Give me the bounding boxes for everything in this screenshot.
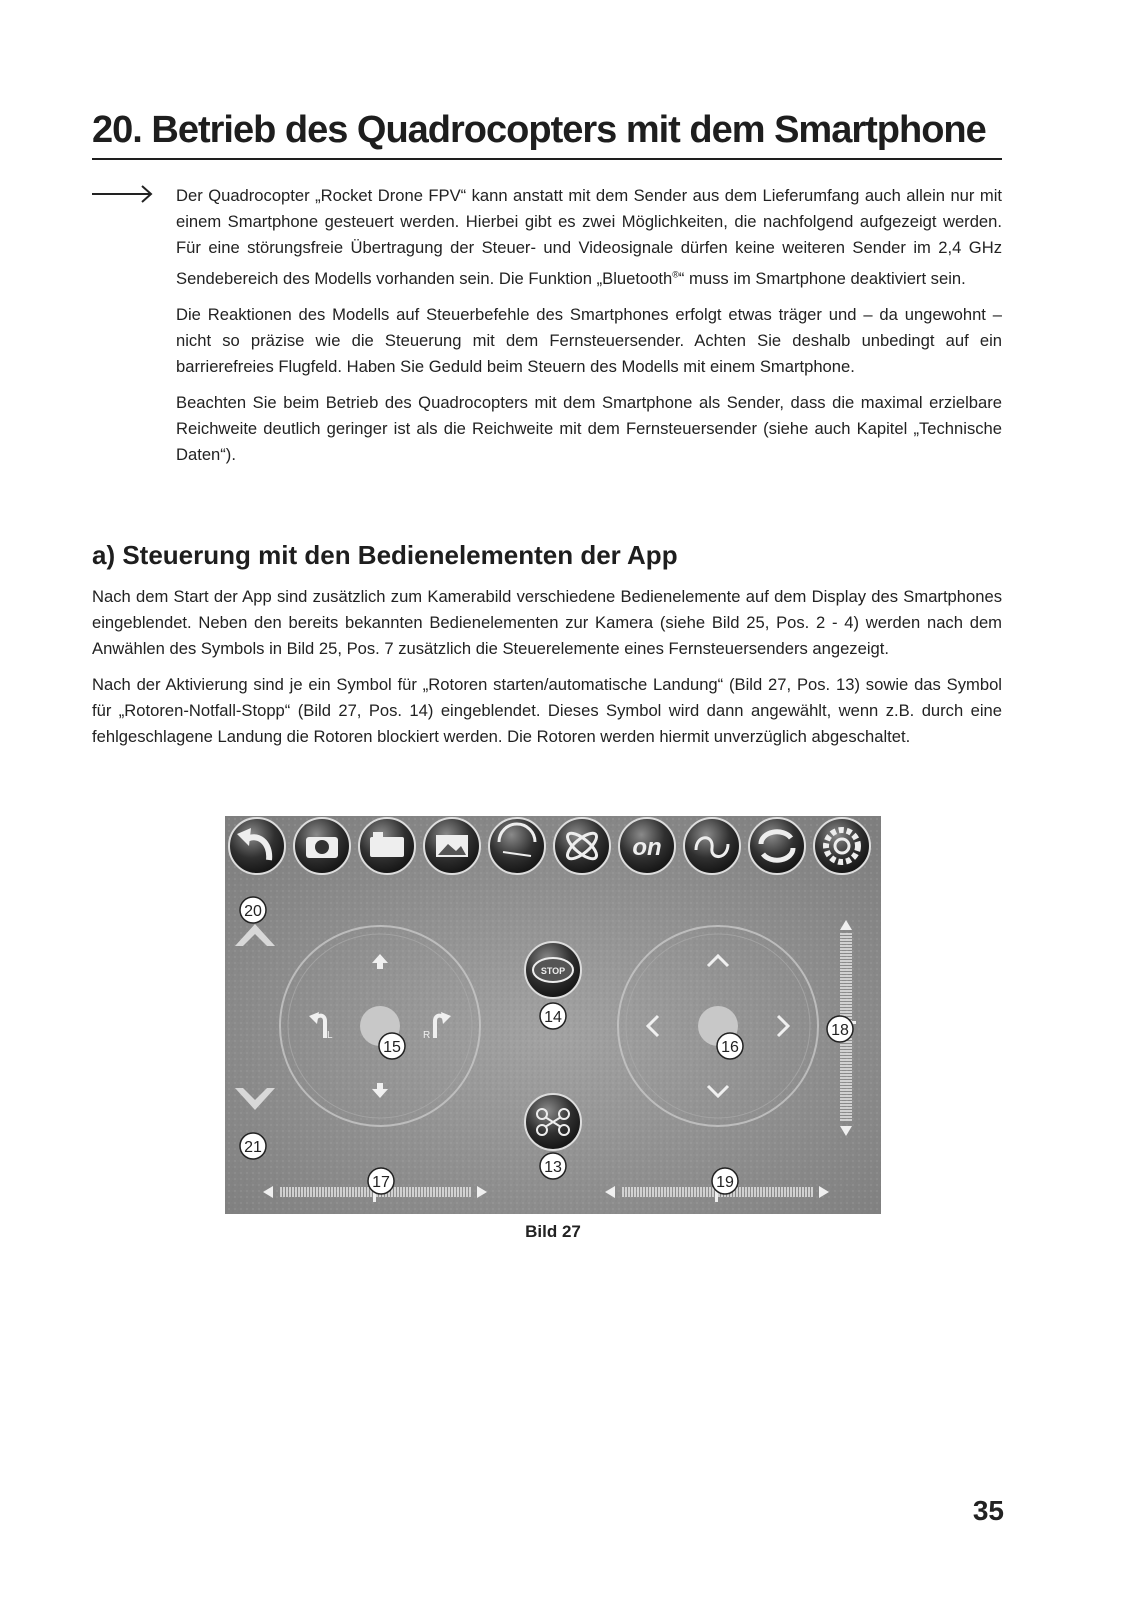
section-paragraph-2: Nach der Aktivierung sind je ein Symbol für „Rotoren starten/automatische Landung“ (Bild 27, Pos. 13) sowie das Symbol für „Rotoren-Notfall-Stopp“ (Bild 27, Pos. 14) eingeblendet. Dieses Symbol wird dann angewählt, wenn z.B. durch eine fehlgeschlagene Landung die Rotoren blockiert werden. Die Rotoren werden hiermit unverzüglich abgeschaltet. xyxy=(92,675,1002,746)
arrow-right-icon xyxy=(92,183,156,205)
callout-17-label: 17 xyxy=(372,1174,390,1191)
callout-17 xyxy=(368,1168,394,1194)
section-body xyxy=(92,584,1002,760)
camera-icon[interactable] xyxy=(294,818,350,874)
callout-19 xyxy=(712,1168,738,1194)
callout-20 xyxy=(240,897,266,923)
on-label: on xyxy=(632,834,662,861)
note-paragraph-3: Beachten Sie beim Betrieb des Quadrocopters mit dem Smartphone als Sender, dass die maximal erzielbare Reichweite deutlich geringer ist als die Reichweite mit dem Fernsteuersender (siehe auch Kapitel „Technische Daten“). xyxy=(176,392,1002,464)
back-icon[interactable] xyxy=(229,818,285,874)
callout-21 xyxy=(240,1133,266,1159)
section-paragraph-1: Nach dem Start der App sind zusätzlich zum Kamerabild verschiedene Bedienelemente auf dem Display des Smartphones eingeblendet. Neben den bereits bekannten Bedienelementen zur Kamera (siehe Bild 25, Pos. 2 - 4) werden nach dem Anwählen des Symbols in Bild 25, Pos. 7 zusätzlich die Steuerelemente eines Fernsteuersenders angezeigt. xyxy=(92,587,1002,658)
callout-20-label: 20 xyxy=(244,903,262,920)
note-paragraph-2: Die Reaktionen des Modells auf Steuerbefehle des Smartphones erfolgt etwas träger und – da ungewohnt – nicht so präzise wie die Steuerung mit dem Fernsteuersender. Achten Sie deshalb unbedingt auf ein barrierefreies Flugfeld. Haben Sie Geduld beim Steuern des Modells mit einem Smartphone. xyxy=(176,304,1002,376)
app-screenshot xyxy=(225,816,881,1214)
page-number: 35 xyxy=(972,1495,1004,1526)
headless-icon[interactable] xyxy=(684,818,740,874)
rotor-start-button[interactable] xyxy=(525,1094,581,1150)
rotate-icon[interactable] xyxy=(749,818,805,874)
video-icon[interactable] xyxy=(359,818,415,874)
gallery-icon[interactable] xyxy=(424,818,480,874)
callout-14-label: 14 xyxy=(544,1009,562,1026)
gyro-icon[interactable] xyxy=(554,818,610,874)
callout-13-label: 13 xyxy=(544,1159,562,1176)
callout-18 xyxy=(827,1016,853,1042)
page-title: 20. Betrieb des Quadrocopters mit dem Smartphone xyxy=(92,108,1002,160)
callout-14 xyxy=(540,1003,566,1029)
settings-icon[interactable] xyxy=(814,818,870,874)
callout-21-label: 21 xyxy=(244,1139,262,1156)
on-icon[interactable] xyxy=(619,818,675,874)
compass-icon[interactable] xyxy=(489,818,545,874)
note-block xyxy=(176,183,1002,478)
figure-caption: Bild 27 xyxy=(525,1222,581,1241)
callout-15-label: 15 xyxy=(383,1039,401,1056)
callout-16-label: 16 xyxy=(721,1039,739,1056)
app-screenshot-drawing xyxy=(225,816,881,1214)
stop-button[interactable] xyxy=(525,942,581,998)
section-title: a) Steuerung mit den Bedienelementen der App xyxy=(92,540,678,570)
yaw-right-label: R xyxy=(423,1030,431,1041)
yaw-left-label: L xyxy=(327,1030,333,1041)
callout-18-label: 18 xyxy=(831,1022,849,1039)
stop-label: STOP xyxy=(540,966,566,976)
callout-13 xyxy=(540,1153,566,1179)
callout-16 xyxy=(717,1033,743,1059)
callout-19-label: 19 xyxy=(716,1174,734,1191)
note-p1-text: Der Quadrocopter „Rocket Drone FPV“ kann anstatt mit dem Sender aus dem Lieferumfang auch allein nur mit einem Smartphone gesteuert werden. Hierbei gibt es zwei Möglichkeiten, die nachfolgend aufgezeigt werden. Für eine störungsfreie Übertragung der Steuer- und Videosignale dürfen keine weiteren Sender im 2,4 GHz Sendebereich des Modells vorhanden sein. Die Funktion „Bluetooth®“ muss im Smartphone deaktiviert sein. xyxy=(176,186,1002,288)
note-paragraph-1 xyxy=(176,183,1002,292)
callout-15 xyxy=(379,1033,405,1059)
